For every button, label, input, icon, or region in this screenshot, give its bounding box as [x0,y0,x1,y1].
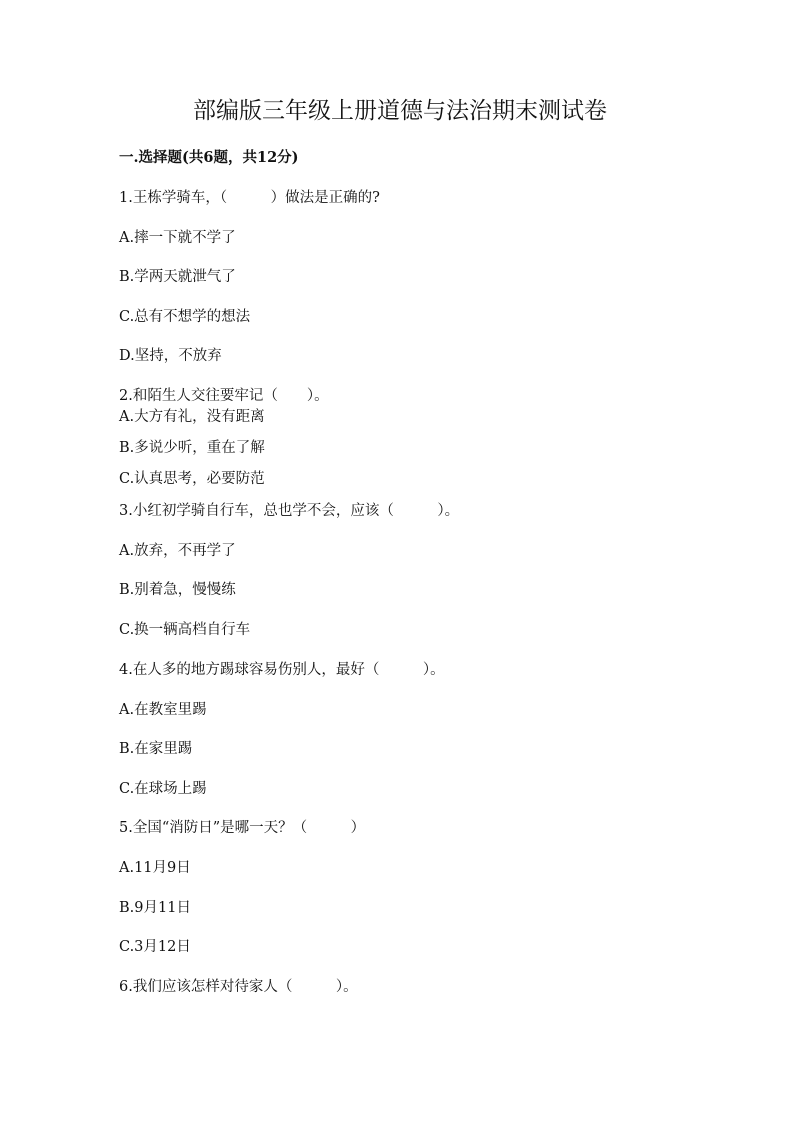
question-3-option-a: A.放弃，不再学了 [119,543,236,559]
question-3-stem: 3.小红初学骑自行车，总也学不会，应该（ ）。 [119,503,460,519]
question-2-option-c: C.认真思考，必要防范 [119,471,265,487]
page-title: 部编版三年级上册道德与法治期末测试卷 [193,98,607,124]
question-5-option-c: C.3月12日 [119,939,191,955]
question-3-option-c: C.换一辆高档自行车 [119,622,251,638]
question-5-option-a: A.11月9日 [119,860,191,876]
question-6-stem: 6.我们应该怎样对待家人（ ）。 [119,979,358,995]
question-4-stem: 4.在人多的地方踢球容易伤别人，最好（ ）。 [119,662,445,678]
question-1-option-d: D.坚持，不放弃 [119,348,222,364]
question-2-option-b: B.多说少听，重在了解 [119,440,265,456]
question-5-option-b: B.9月11日 [119,900,191,916]
question-1-option-b: B.学两天就泄气了 [119,269,236,285]
question-3-option-b: B.别着急，慢慢练 [119,582,236,598]
question-5-stem: 5.全国“消防日”是哪一天？（ ） [119,820,366,836]
question-1-option-a: A.摔一下就不学了 [119,230,236,246]
question-4-option-a: A.在教室里踢 [119,702,207,718]
question-4-option-c: C.在球场上踢 [119,781,207,797]
question-2-option-a: A.大方有礼，没有距离 [119,409,265,425]
question-4-option-b: B.在家里踢 [119,741,193,757]
question-1-stem: 1.王栋学骑车，（ ）做法是正确的? [119,190,380,206]
question-2-stem: 2.和陌生人交往要牢记（ ）。 [119,388,329,404]
section-heading: 一.选择题(共6题，共12分) [119,149,299,166]
question-1-option-c: C.总有不想学的想法 [119,309,251,325]
